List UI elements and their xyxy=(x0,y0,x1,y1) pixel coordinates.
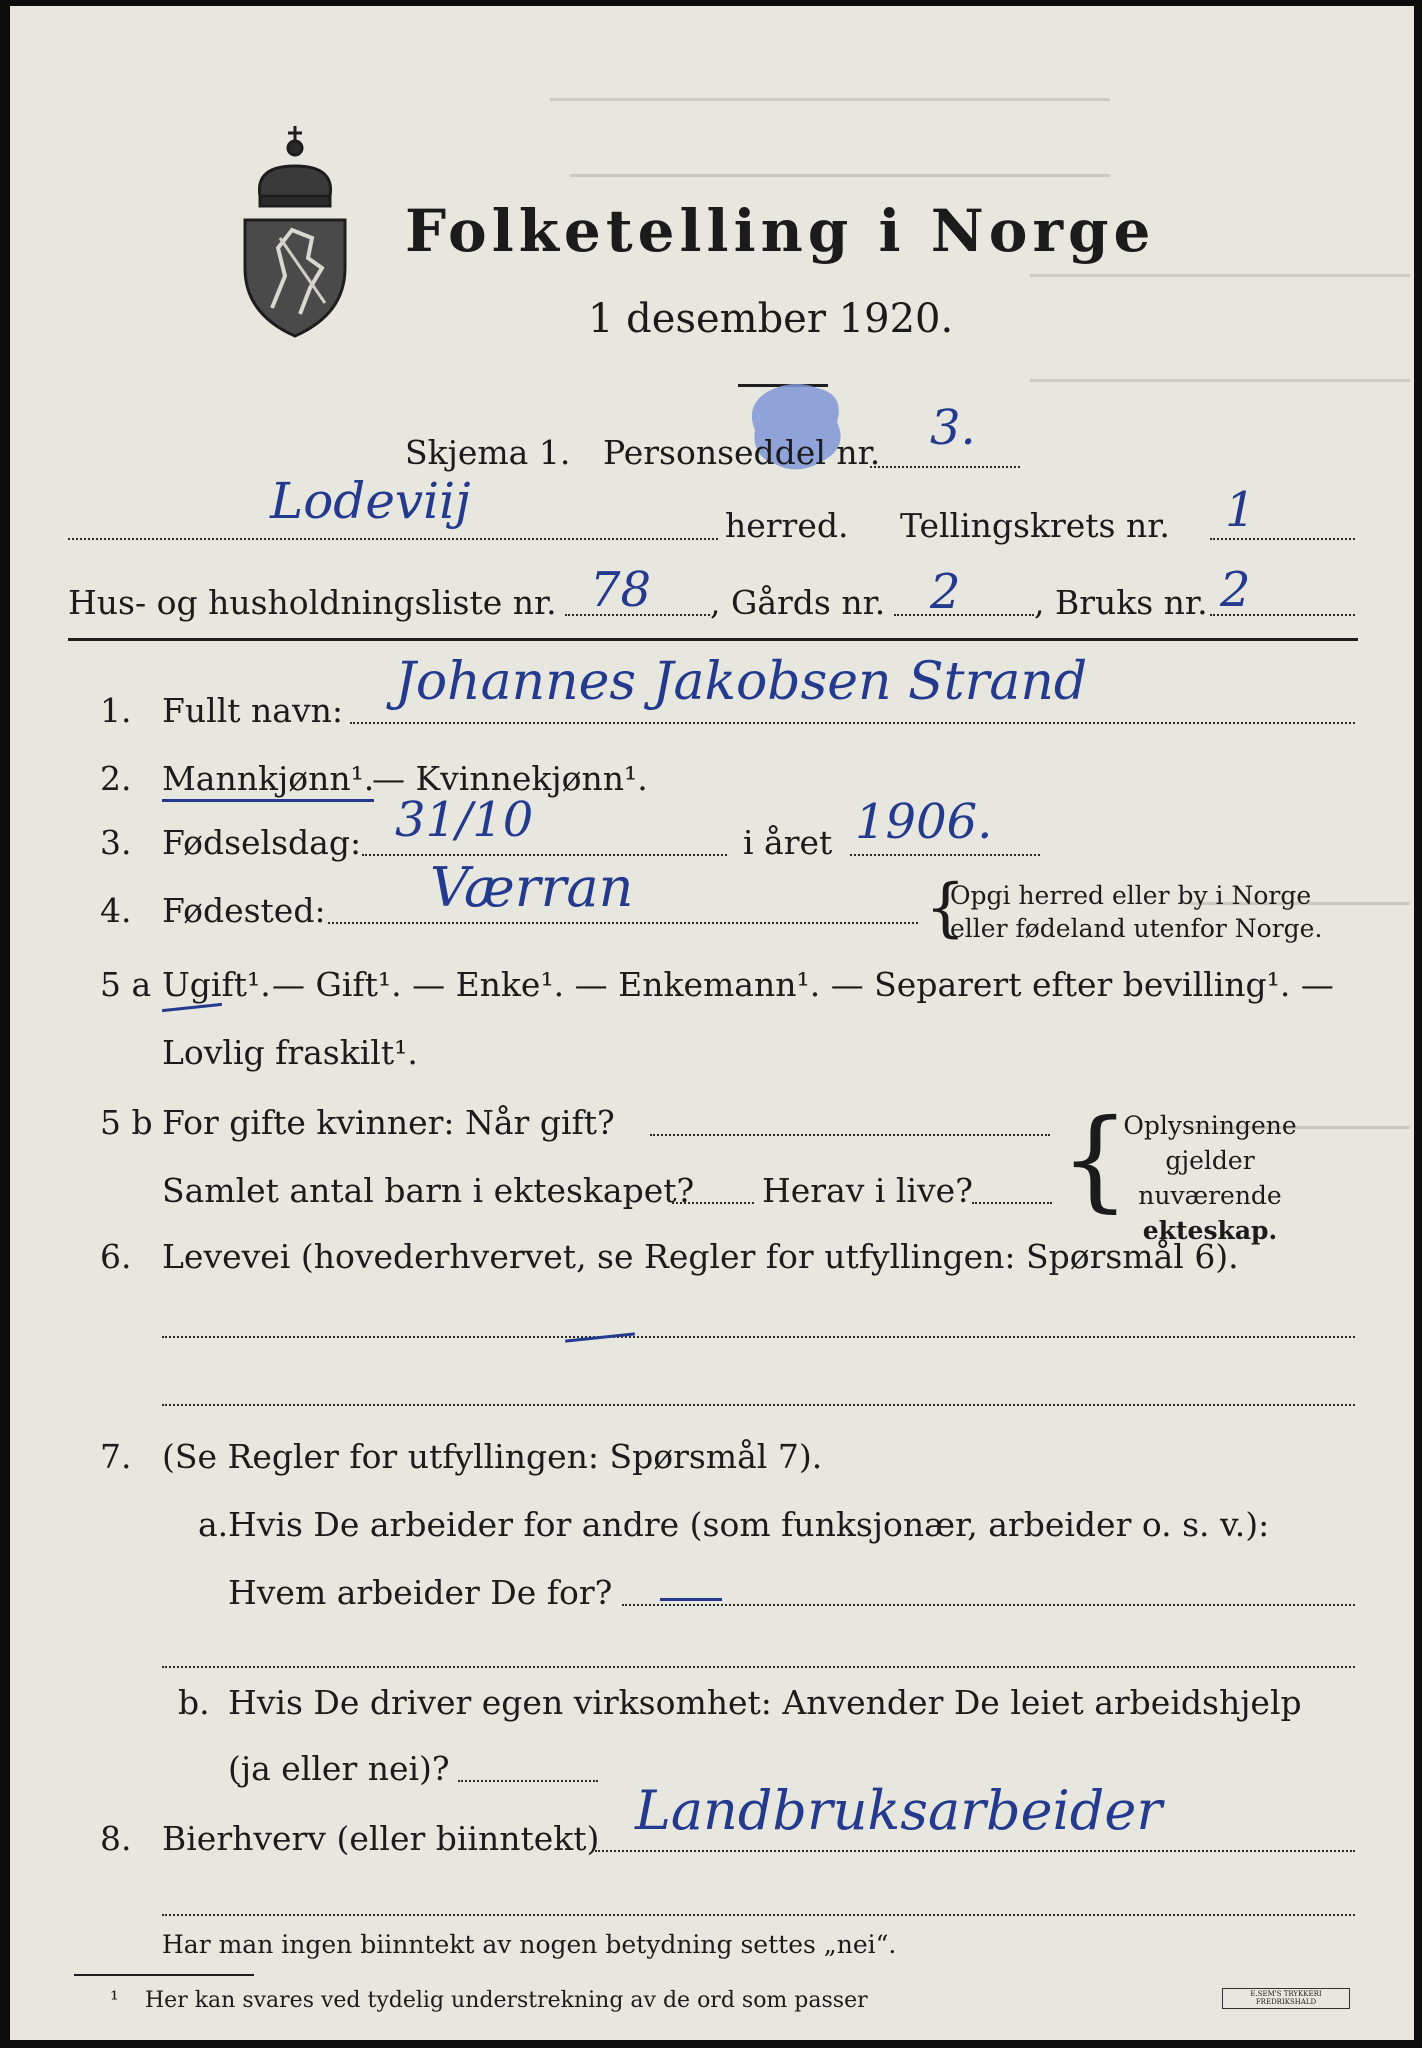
bruks-label: , Bruks nr. xyxy=(1034,583,1208,622)
q4-brace: { xyxy=(925,871,966,945)
q5b-alive-label: Herav i live? xyxy=(762,1171,973,1210)
bruks-value: 2 xyxy=(1220,562,1251,618)
footnote-rule xyxy=(74,1974,254,1976)
q2-other-options: — Kvinnekjønn¹. xyxy=(372,759,648,798)
census-form xyxy=(10,6,1414,2040)
q5b-number: 5 b xyxy=(100,1103,153,1142)
gards-label: , Gårds nr. xyxy=(710,583,886,622)
footnote-text: Her kan svares ved tydelig understrekning av de ord som passer xyxy=(145,1988,868,2013)
q7b-letter: b. xyxy=(178,1683,210,1722)
hus-label: Hus- og husholdningsliste nr. xyxy=(68,583,557,622)
schema-label: Skjema 1. xyxy=(405,433,571,472)
q1-number: 1. xyxy=(100,691,132,730)
herred-label: herred. xyxy=(725,506,849,545)
gards-value: 2 xyxy=(930,564,961,620)
q1-line xyxy=(350,722,1355,724)
q8-line xyxy=(595,1850,1355,1852)
q5b-alive-line xyxy=(972,1202,1052,1204)
q5b-children-label: Samlet antal barn i ekteskapet? xyxy=(162,1171,695,1210)
q5b-brace: { xyxy=(1060,1095,1130,1223)
tellingskrets-label: Tellingskrets nr. xyxy=(900,506,1170,545)
q5b-note-line2: gjelder nuværende xyxy=(1138,1146,1282,1210)
q7a-line xyxy=(622,1604,1355,1606)
q2-male-option: Mannkjønn¹. xyxy=(162,762,374,802)
form-title: Folketelling i Norge xyxy=(405,197,1156,265)
q7a-question: Hvis De arbeider for andre (som funksjonær, arbeider o. s. v.): xyxy=(228,1505,1270,1544)
q5b-when-married: For gifte kvinner: Når gift? xyxy=(162,1103,615,1142)
q5b-children-line xyxy=(672,1202,754,1204)
q3-year-value: 1906. xyxy=(855,794,993,850)
q7b-line xyxy=(458,1780,598,1782)
show-through xyxy=(550,98,1110,101)
personseddel-value: 3. xyxy=(930,400,976,456)
footnote-marker: ¹ xyxy=(110,1988,119,2013)
q7a-letter: a. xyxy=(198,1505,229,1544)
q3-number: 3. xyxy=(100,823,132,862)
q7a-dash-mark xyxy=(660,1598,722,1601)
q5b-note-line3: ekteskap. xyxy=(1142,1216,1278,1245)
q4-note-line1: Opgi herred eller by i Norge xyxy=(950,881,1312,910)
q8-value: Landbruksarbeider xyxy=(635,1779,1163,1842)
herred-line xyxy=(68,538,718,540)
herred-value: Lodeviij xyxy=(270,472,471,530)
q4-line xyxy=(328,922,918,924)
show-through xyxy=(1030,274,1410,277)
q7-text: (Se Regler for utfyllingen: Spørsmål 7). xyxy=(162,1437,823,1476)
q5b-note-line1: Oplysningene xyxy=(1123,1111,1297,1140)
q5b-when-line xyxy=(650,1134,1050,1136)
tellingskrets-value: 1 xyxy=(1225,482,1256,538)
census-date: 1 desember 1920. xyxy=(588,296,954,342)
q3-year-line xyxy=(850,854,1040,856)
hus-value: 78 xyxy=(590,562,652,618)
q4-note xyxy=(950,880,1322,945)
q1-label: Fullt navn: xyxy=(162,691,343,730)
q6-number: 6. xyxy=(100,1237,132,1276)
q4-number: 4. xyxy=(100,891,132,930)
q8-label: Bierhverv (eller biinntekt) xyxy=(162,1819,600,1858)
q5a-ugift-option: Ugift¹. xyxy=(162,965,271,1004)
q2-number: 2. xyxy=(100,759,132,798)
printer-mark: E.SEM'S TRYKKERI FREDRIKSHALD xyxy=(1222,1988,1350,2009)
q6-line-1 xyxy=(162,1336,1355,1338)
q3-year-label: i året xyxy=(743,823,833,862)
q8-extra-line xyxy=(162,1914,1355,1916)
q3-label: Fødselsdag: xyxy=(162,823,362,862)
q6-text: Levevei (hovederhvervet, se Regler for utfyllingen: Spørsmål 6). xyxy=(162,1237,1239,1276)
q4-note-line2: eller fødeland utenfor Norge. xyxy=(950,913,1323,943)
personseddel-line xyxy=(870,466,1020,468)
q7a-who-label: Hvem arbeider De for? xyxy=(228,1573,613,1612)
header-separator xyxy=(68,638,1358,641)
q3-birthday-value: 31/10 xyxy=(395,792,534,848)
income-note: Har man ingen biinntekt av nogen betydning settes „nei“. xyxy=(162,1930,897,1959)
q6-line-2 xyxy=(162,1404,1355,1406)
personseddel-label: Personseddel nr. xyxy=(603,433,881,472)
coat-of-arms-icon xyxy=(230,118,360,340)
gards-line xyxy=(894,614,1034,616)
ugift-underline xyxy=(162,1003,222,1012)
show-through xyxy=(1030,379,1410,382)
show-through xyxy=(570,174,1110,177)
q7-number: 7. xyxy=(100,1437,132,1476)
tellingskrets-line xyxy=(1210,538,1355,540)
q5a-lovlig-fraskilt: Lovlig fraskilt¹. xyxy=(162,1033,418,1072)
q4-label: Fødested: xyxy=(162,891,326,930)
q7b-ja-nei-label: (ja eller nei)? xyxy=(228,1749,450,1788)
q8-number: 8. xyxy=(100,1819,132,1858)
q7a-extra-line xyxy=(162,1666,1355,1668)
q7b-question: Hvis De driver egen virksomhet: Anvender De leiet arbeidshjelp xyxy=(228,1683,1302,1722)
q4-value: Værran xyxy=(430,856,634,919)
q5a-other-options: — Gift¹. — Enke¹. — Enkemann¹. — Separert efter bevilling¹. — xyxy=(272,965,1334,1004)
q5a-number: 5 a xyxy=(100,965,152,1004)
q5b-note xyxy=(1095,1108,1325,1248)
q1-value: Johannes Jakobsen Strand xyxy=(395,652,1088,712)
